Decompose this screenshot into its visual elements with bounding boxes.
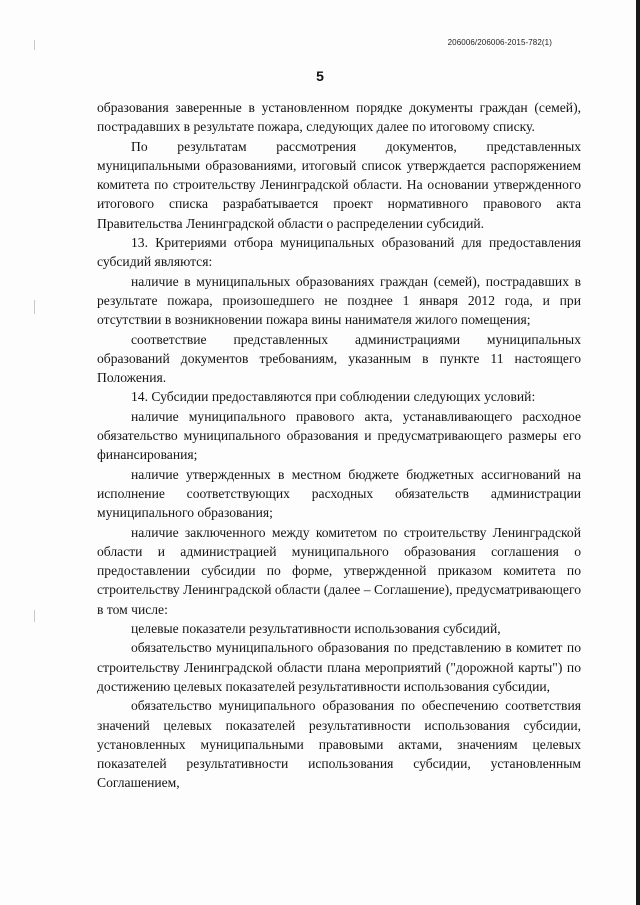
page-number: 5 <box>316 68 324 84</box>
scan-edge <box>636 0 640 905</box>
paragraph: обязательство муниципального образования по представлению в комитет по строительству Ленинградской области плана мероприятий ("дорожной карты") по достижению целевых показателей результативности использования субсидии, <box>97 640 581 694</box>
paragraph: целевые показатели результативности использования субсидий, <box>131 621 501 637</box>
scan-artifact <box>34 610 35 622</box>
scan-artifact <box>34 40 35 50</box>
paragraph: образования заверенные в установленном порядке документы граждан (семей), пострадавших в результате пожара, следующих далее по итоговому списку. <box>97 100 581 135</box>
paragraph: По результатам рассмотрения документов, представленных муниципальными образованиями, итоговый список утверждается распоряжением комитета по строительству Ленинградской области. На основании утвержденного итогового списка разрабатывается проект нормативного правового акта Правительства Ленинградской области о распределении субсидий. <box>97 138 581 231</box>
paragraph: обязательство муниципального образования по обеспечению соответствия значений целевых показателей результативности использования субсидии, установленных муниципальными правовыми актами, значениям целевых показателей результативности использования субсидии, установленным Соглашением, <box>97 698 581 791</box>
scan-artifact <box>34 300 35 314</box>
paragraph: наличие заключенного между комитетом по строительству Ленинградской области и администрацией муниципального образования соглашения о предоставлении субсидии по форме, утвержденной приказом комитета по строительству Ленинградской области (далее – Соглашение), предусматривающего в том числе: <box>97 524 581 617</box>
paragraph: наличие муниципального правового акта, устанавливающего расходное обязательство муниципального образования и предусматривающего размеры его финансирования; <box>97 408 581 463</box>
paragraph: 13. Критериями отбора муниципальных образований для предоставления субсидий являются: <box>97 235 581 270</box>
paragraph: соответствие представленных администрациями муниципальных образований документов требованиям, указанным в пункте 11 настоящего Положения. <box>97 331 581 386</box>
paragraph: наличие утвержденных в местном бюджете бюджетных ассигнований на исполнение соответствующих расходных обязательств администрации муниципального образования; <box>97 466 581 521</box>
document-id: 206006/206006-2015-782(1) <box>447 38 552 47</box>
document-body <box>97 98 581 793</box>
paragraph: наличие в муниципальных образованиях граждан (семей), пострадавших в результате пожара, произошедшего не позднее 1 января 2012 года, и при отсутствии в возникновении пожара вины нанимателя жилого помещения; <box>97 273 581 328</box>
paragraph: 14. Субсидии предоставляются при соблюдении следующих условий: <box>131 389 536 405</box>
